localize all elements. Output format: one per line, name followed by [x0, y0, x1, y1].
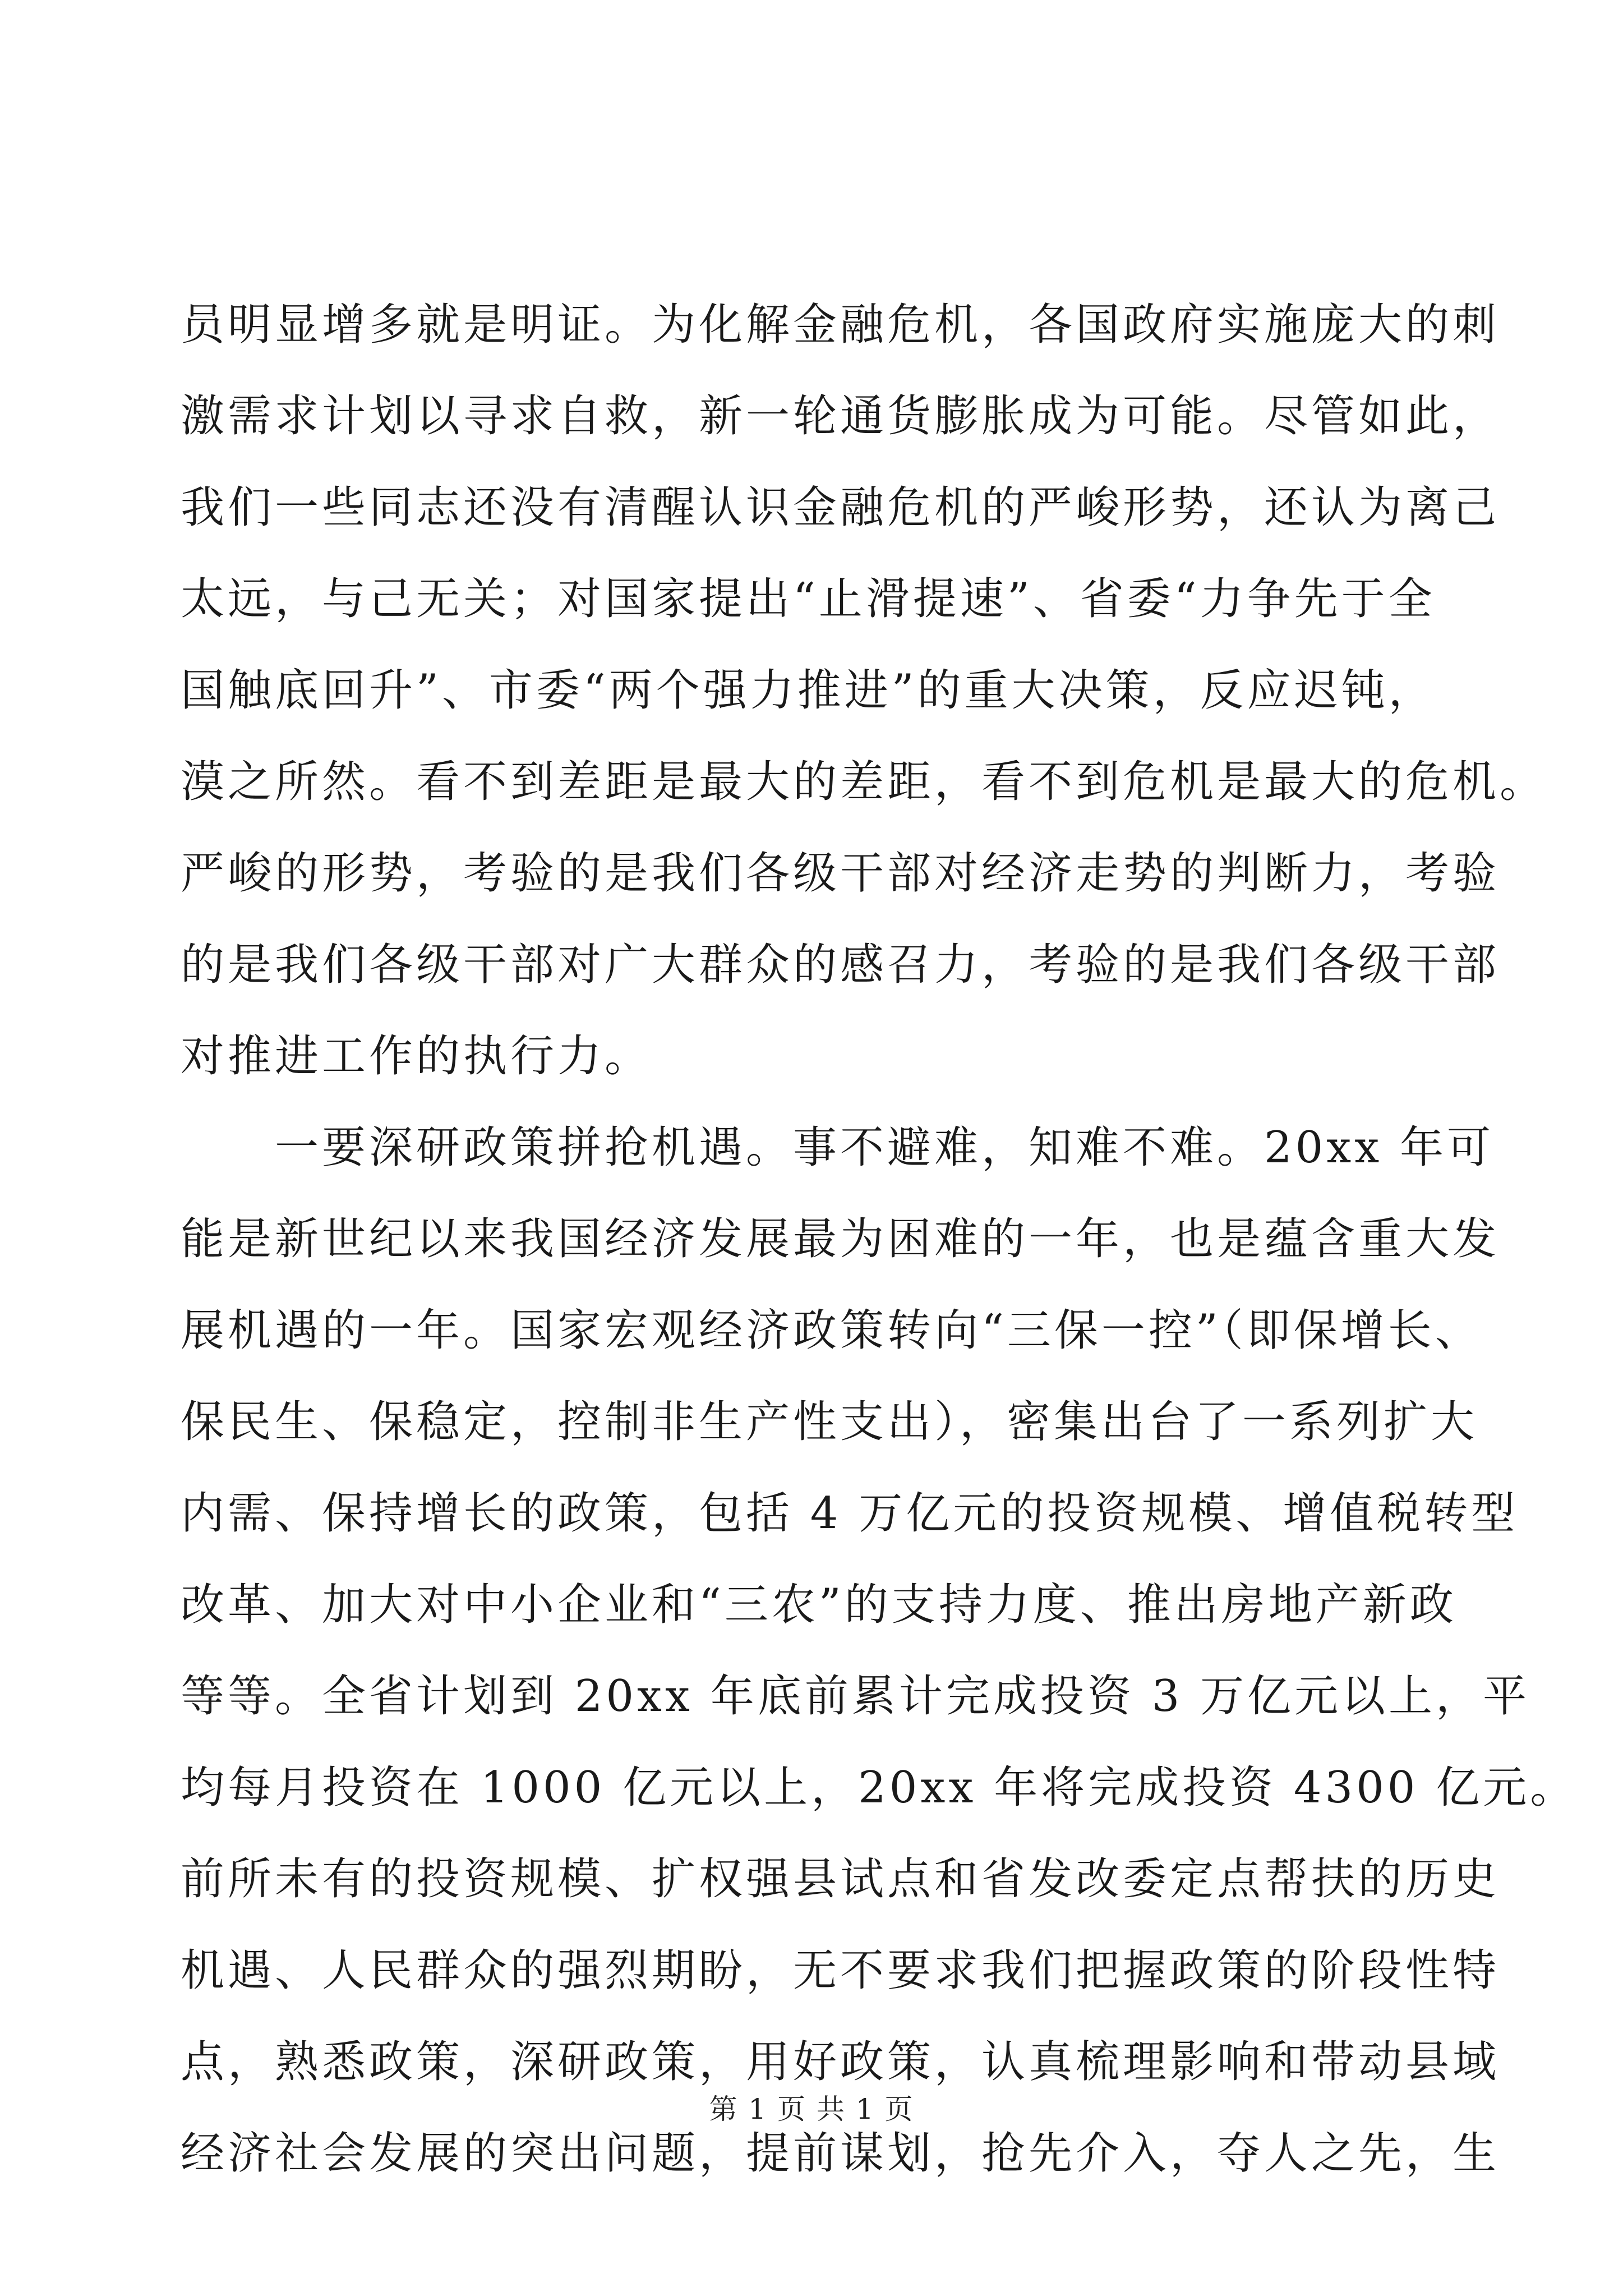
- text-line: 前所未有的投资规模、扩权强县试点和省发改委定点帮扶的历史: [181, 1854, 1500, 1904]
- text-line: 内需、保持增长的政策，包括 4 万亿元的投资规模、增值税转型: [181, 1488, 1519, 1539]
- text-line: 改革、加大对中小企业和“三农”的支持力度、推出房地产新政: [181, 1580, 1457, 1630]
- body-text: [181, 279, 1578, 2200]
- text-line: 员明显增多就是明证。为化解金融危机，各国政府实施庞大的刺: [181, 300, 1500, 350]
- text-line: 能是新世纪以来我国经济发展最为困难的一年，也是蕴含重大发: [181, 1214, 1500, 1264]
- text-line: 展机遇的一年。国家宏观经济政策转向“三保一控”（即保增长、: [181, 1305, 1482, 1356]
- text-line: 漠之所然。看不到差距是最大的差距，看不到危机是最大的危机。: [181, 757, 1547, 807]
- text-line: 的是我们各级干部对广大群众的感召力，考验的是我们各级干部: [181, 940, 1500, 990]
- text-line: 激需求计划以寻求自救，新一轮通货膨胀成为可能。尽管如此，: [181, 391, 1500, 441]
- text-line: 机遇、人民群众的强烈期盼，无不要求我们把握政策的阶段性特: [181, 1945, 1500, 1996]
- text-line: 等等。全省计划到 20xx 年底前累计完成投资 3 万亿元以上，平: [181, 1671, 1530, 1722]
- text-line: 严峻的形势，考验的是我们各级干部对经济走势的判断力，考验: [181, 848, 1500, 899]
- text-line: 对推进工作的执行力。: [181, 1031, 652, 1082]
- text-line: 保民生、保稳定，控制非生产性支出），密集出台了一系列扩大: [181, 1397, 1478, 1447]
- text-line: 我们一些同志还没有清醒认识金融危机的严峻形势，还认为离己: [181, 482, 1500, 533]
- text-line: 经济社会发展的突出问题，提前谋划，抢先介入，夺人之先，生: [181, 2128, 1500, 2179]
- text-line: 太远，与己无关；对国家提出“止滑提速”、省委“力争先于全: [181, 574, 1436, 624]
- text-line: 点，熟悉政策，深研政策，用好政策，认真梳理影响和带动县域: [181, 2037, 1500, 2087]
- text-line: 国触底回升”、市委“两个强力推进”的重大决策，反应迟钝，: [181, 665, 1436, 716]
- page-number-label: 第 1 页 共 1 页: [709, 2093, 914, 2125]
- text-line: 均每月投资在 1000 亿元以上，20xx 年将完成投资 4300 亿元。: [181, 1763, 1578, 1813]
- text-line: 一要深研政策拼抢机遇。事不避难，知难不难。20xx 年可: [181, 1122, 1495, 1173]
- page-footer: [0, 2087, 1623, 2132]
